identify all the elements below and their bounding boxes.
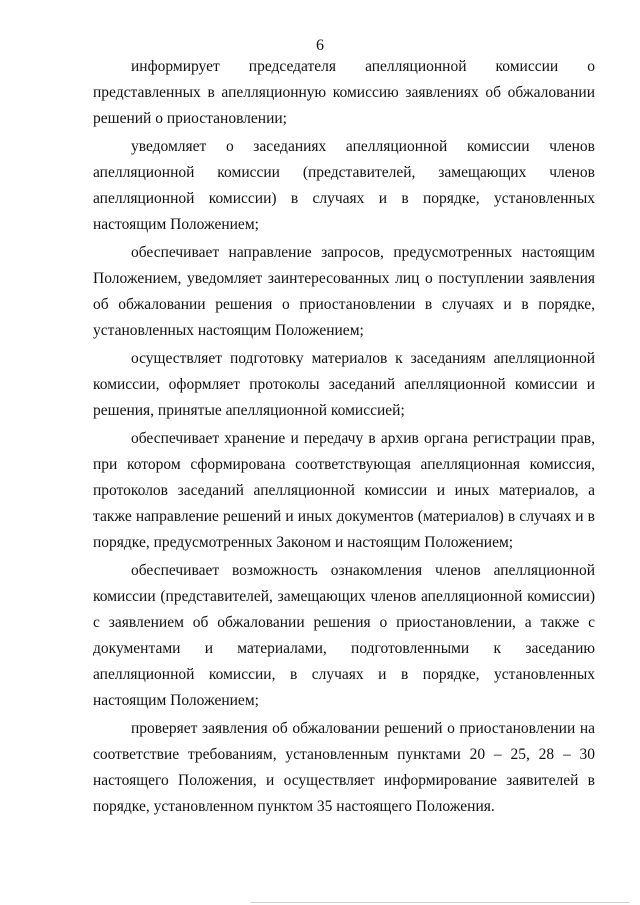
paragraph-familiarization: обеспечивает возможность ознакомления членов апелляционной комиссии (представителей, замещающих членов апелляционной комиссии) с заявлением об обжаловании решения о приостановлении, а также с документами и материалами, подготовленными к заседанию апелляционной комиссии, в случаях и в порядке, установленных настоящим Положением; xyxy=(93,562,595,709)
paragraph-notify-members: уведомляет о заседаниях апелляционной комиссии членов апелляционной комиссии (представителей, замещающих членов апелляционной комиссии) в случаях и в порядке, установленных настоящим Положением; xyxy=(93,138,595,233)
page-number: 6 xyxy=(316,37,324,54)
document-body xyxy=(93,54,595,822)
scan-edge-line xyxy=(250,902,630,903)
paragraph-send-requests: обеспечивает направление запросов, предусмотренных настоящим Положением, уведомляет заинтересованных лиц о поступлении заявления об обжаловании решения о приостановлении в случаях и в порядке, установленных настоящим Положением; xyxy=(93,244,595,339)
paragraph-archive-storage: обеспечивает хранение и передачу в архив органа регистрации прав, при котором сформирована соответствующая апелляционная комиссия, протоколов заседаний апелляционной комиссии и иных материалов, а также направление решений и иных документов (материалов) в случаях и в порядке, предусмотренных Законом и настоящим Положением; xyxy=(93,430,595,551)
paragraph-check-applications: проверяет заявления об обжаловании решений о приостановлении на соответствие требованиям, установленным пунктами 20 – 25, 28 – 30 настоящего Положения, и осуществляет информирование заявителей в порядке, установленном пунктом 35 настоящего Положения. xyxy=(93,720,595,815)
paragraph-inform-chairman: информирует председателя апелляционной комиссии о представленных в апелляционную комиссию заявлениях об обжаловании решений о приостановлении; xyxy=(93,58,595,127)
paragraph-prepare-materials: осуществляет подготовку материалов к заседаниям апелляционной комиссии, оформляет протоколы заседаний апелляционной комиссии и решения, принятые апелляционной комиссией; xyxy=(93,350,595,419)
